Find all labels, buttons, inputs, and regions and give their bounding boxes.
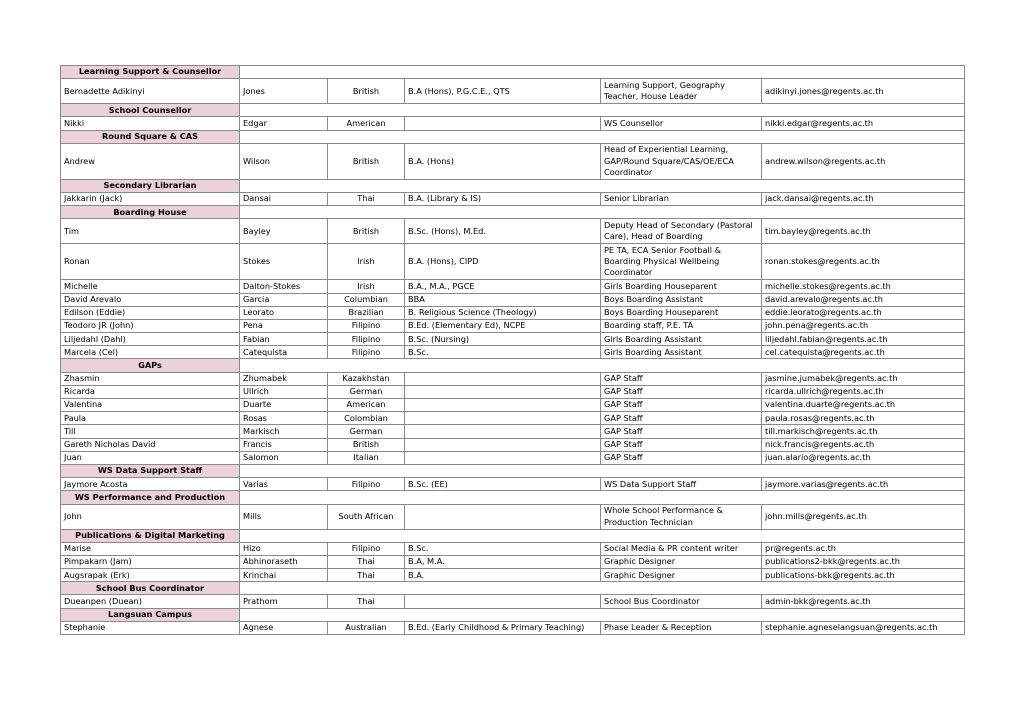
section-title: Langsuan Campus (61, 608, 240, 621)
email-cell: jasmine.jumabek@regents.ac.th (762, 372, 965, 385)
first-name-cell: Valentina (61, 399, 240, 412)
section-header-row (61, 608, 965, 621)
nationality-cell: American (328, 117, 405, 130)
section-empty-cell (240, 104, 965, 117)
last-name-cell: Ullrich (240, 385, 328, 398)
qualification-cell (405, 412, 601, 425)
first-name-cell: Marcela (Cel) (61, 346, 240, 359)
qualification-cell (405, 385, 601, 398)
first-name-cell: Jaymore Acosta (61, 478, 240, 491)
last-name-cell: Bayley (240, 219, 328, 244)
first-name-cell: Juan (61, 451, 240, 464)
first-name-cell: Nikki (61, 117, 240, 130)
nationality-cell: Italian (328, 451, 405, 464)
role-cell: Social Media & PR content writer (601, 542, 762, 555)
role-cell: Graphic Designer (601, 555, 762, 568)
section-empty-cell (240, 464, 965, 477)
first-name-cell: Ronan (61, 244, 240, 280)
email-cell: ricarda.ullrich@regents.ac.th (762, 385, 965, 398)
staff-row (61, 555, 965, 568)
section-empty-cell (240, 179, 965, 192)
role-cell: Boys Boarding Houseparent (601, 306, 762, 319)
section-empty-cell (240, 582, 965, 595)
staff-row (61, 219, 965, 244)
section-title: WS Data Support Staff (61, 464, 240, 477)
qualification-cell: B. Religious Science (Theology) (405, 306, 601, 319)
nationality-cell: Brazilian (328, 306, 405, 319)
nationality-cell: American (328, 399, 405, 412)
qualification-cell: B.Ed. (Elementary Ed), NCPE (405, 319, 601, 332)
role-cell: Boarding staff, P.E. TA (601, 319, 762, 332)
role-cell: GAP Staff (601, 372, 762, 385)
section-title: Secondary Librarian (61, 179, 240, 192)
last-name-cell: Dalton-Stokes (240, 280, 328, 293)
staff-row (61, 385, 965, 398)
nationality-cell: German (328, 385, 405, 398)
role-cell: Girls Boarding Assistant (601, 333, 762, 346)
section-header-row (61, 104, 965, 117)
first-name-cell: Stephanie (61, 621, 240, 634)
last-name-cell: Varias (240, 478, 328, 491)
last-name-cell: Krinchai (240, 569, 328, 582)
qualification-cell: B.A, M.A. (405, 555, 601, 568)
email-cell: cel.catequista@regents.ac.th (762, 346, 965, 359)
email-cell: publications2-bkk@regents.ac.th (762, 555, 965, 568)
last-name-cell: Catequista (240, 346, 328, 359)
section-empty-cell (240, 130, 965, 143)
email-cell: paula.rosas@regents.ac.th (762, 412, 965, 425)
section-empty-cell (240, 206, 965, 219)
last-name-cell: Dansai (240, 192, 328, 205)
staff-row (61, 192, 965, 205)
staff-row (61, 412, 965, 425)
staff-row (61, 333, 965, 346)
qualification-cell: B.A., M.A., PGCE (405, 280, 601, 293)
qualification-cell: B.Sc. (EE) (405, 478, 601, 491)
section-empty-cell (240, 529, 965, 542)
nationality-cell: Filipino (328, 478, 405, 491)
staff-row (61, 79, 965, 104)
first-name-cell: Augsrapak (Erk) (61, 569, 240, 582)
last-name-cell: Jones (240, 79, 328, 104)
nationality-cell: British (328, 219, 405, 244)
nationality-cell: Irish (328, 244, 405, 280)
nationality-cell: German (328, 425, 405, 438)
email-cell: stephanie.agneselangsuan@regents.ac.th (762, 621, 965, 634)
nationality-cell: Filipino (328, 346, 405, 359)
first-name-cell: Dueanpen (Duean) (61, 595, 240, 608)
qualification-cell (405, 504, 601, 529)
section-empty-cell (240, 66, 965, 79)
staff-row (61, 306, 965, 319)
email-cell: jaymore.varias@regents.ac.th (762, 478, 965, 491)
email-cell: valentina.duarte@regents.ac.th (762, 399, 965, 412)
last-name-cell: Zhumabek (240, 372, 328, 385)
staff-row (61, 346, 965, 359)
email-cell: eddie.leorato@regents.ac.th (762, 306, 965, 319)
staff-row (61, 280, 965, 293)
staff-row (61, 569, 965, 582)
email-cell: admin-bkk@regents.ac.th (762, 595, 965, 608)
nationality-cell: Filipino (328, 319, 405, 332)
staff-row (61, 293, 965, 306)
email-cell: david.arevalo@regents.ac.th (762, 293, 965, 306)
first-name-cell: Liljedahl (Dahl) (61, 333, 240, 346)
qualification-cell: BBA (405, 293, 601, 306)
email-cell: juan.alario@regents.ac.th (762, 451, 965, 464)
section-header-row (61, 206, 965, 219)
first-name-cell: Pimpakarn (Jam) (61, 555, 240, 568)
role-cell: GAP Staff (601, 425, 762, 438)
last-name-cell: Mills (240, 504, 328, 529)
first-name-cell: Till (61, 425, 240, 438)
qualification-cell: B.Sc. (405, 346, 601, 359)
role-cell: GAP Staff (601, 412, 762, 425)
nationality-cell: Thai (328, 569, 405, 582)
section-header-row (61, 359, 965, 372)
email-cell: till.markisch@regents.ac.th (762, 425, 965, 438)
role-cell: Boys Boarding Assistant (601, 293, 762, 306)
email-cell: john.pena@regents.ac.th (762, 319, 965, 332)
email-cell: jack.dansai@regents.ac.th (762, 192, 965, 205)
first-name-cell: Marise (61, 542, 240, 555)
staff-row (61, 372, 965, 385)
last-name-cell: Francis (240, 438, 328, 451)
last-name-cell: Pena (240, 319, 328, 332)
first-name-cell: John (61, 504, 240, 529)
staff-row (61, 478, 965, 491)
qualification-cell: B.A. (Hons) (405, 143, 601, 179)
staff-row (61, 399, 965, 412)
role-cell: GAP Staff (601, 399, 762, 412)
role-cell: Head of Experiential Learning, GAP/Round Square/CAS/OE/ECA Coordinator (601, 143, 762, 179)
email-cell: liljedahl.fabian@regents.ac.th (762, 333, 965, 346)
role-cell: School Bus Coordinator (601, 595, 762, 608)
qualification-cell: B.A. (Library & IS) (405, 192, 601, 205)
nationality-cell: British (328, 143, 405, 179)
staff-row (61, 438, 965, 451)
first-name-cell: Paula (61, 412, 240, 425)
role-cell: Deputy Head of Secondary (Pastoral Care), Head of Boarding (601, 219, 762, 244)
staff-directory-table (60, 65, 965, 635)
qualification-cell (405, 399, 601, 412)
qualification-cell (405, 438, 601, 451)
nationality-cell: Columbian (328, 293, 405, 306)
nationality-cell: Australian (328, 621, 405, 634)
nationality-cell: Irish (328, 280, 405, 293)
last-name-cell: Markisch (240, 425, 328, 438)
role-cell: Senior Librarian (601, 192, 762, 205)
nationality-cell: South African (328, 504, 405, 529)
first-name-cell: Gareth Nicholas David (61, 438, 240, 451)
email-cell: michelle.stokes@regents.ac.th (762, 280, 965, 293)
nationality-cell: Filipino (328, 542, 405, 555)
section-title: Boarding House (61, 206, 240, 219)
qualification-cell (405, 372, 601, 385)
first-name-cell: Bernadette Adikinyi (61, 79, 240, 104)
qualification-cell: B.A. (405, 569, 601, 582)
email-cell: publications-bkk@regents.ac.th (762, 569, 965, 582)
section-title: Publications & Digital Marketing (61, 529, 240, 542)
staff-row (61, 451, 965, 464)
staff-row (61, 425, 965, 438)
section-header-row (61, 179, 965, 192)
nationality-cell: Thai (328, 555, 405, 568)
staff-row (61, 143, 965, 179)
role-cell: GAP Staff (601, 438, 762, 451)
email-cell: john.mills@regents.ac.th (762, 504, 965, 529)
qualification-cell: B.Sc. (405, 542, 601, 555)
role-cell: GAP Staff (601, 385, 762, 398)
email-cell: pr@regents.ac.th (762, 542, 965, 555)
role-cell: GAP Staff (601, 451, 762, 464)
section-empty-cell (240, 491, 965, 504)
staff-row (61, 542, 965, 555)
section-empty-cell (240, 359, 965, 372)
last-name-cell: Garcia (240, 293, 328, 306)
role-cell: Whole School Performance & Production Technician (601, 504, 762, 529)
email-cell: tim.bayley@regents.ac.th (762, 219, 965, 244)
last-name-cell: Duarte (240, 399, 328, 412)
first-name-cell: Jakkarin (Jack) (61, 192, 240, 205)
section-title: Round Square & CAS (61, 130, 240, 143)
role-cell: Girls Boarding Assistant (601, 346, 762, 359)
last-name-cell: Leorato (240, 306, 328, 319)
qualification-cell: B.Ed. (Early Childhood & Primary Teaching) (405, 621, 601, 634)
staff-row (61, 117, 965, 130)
nationality-cell: British (328, 438, 405, 451)
last-name-cell: Hizo (240, 542, 328, 555)
section-header-row (61, 130, 965, 143)
nationality-cell: Thai (328, 595, 405, 608)
staff-row (61, 621, 965, 634)
role-cell: Phase Leader & Reception (601, 621, 762, 634)
qualification-cell: B.Sc. (Nursing) (405, 333, 601, 346)
first-name-cell: Zhasmin (61, 372, 240, 385)
email-cell: adikinyi.jones@regents.ac.th (762, 79, 965, 104)
email-cell: nick.francis@regents.ac.th (762, 438, 965, 451)
first-name-cell: Edilson (Eddie) (61, 306, 240, 319)
section-header-row (61, 582, 965, 595)
qualification-cell: B.A (Hons), P.G.C.E., QTS (405, 79, 601, 104)
section-title: School Bus Coordinator (61, 582, 240, 595)
nationality-cell: Kazakhstan (328, 372, 405, 385)
staff-row (61, 595, 965, 608)
section-title: School Counsellor (61, 104, 240, 117)
role-cell: WS Counsellor (601, 117, 762, 130)
last-name-cell: Salomon (240, 451, 328, 464)
qualification-cell (405, 425, 601, 438)
section-title: WS Performance and Production (61, 491, 240, 504)
staff-row (61, 244, 965, 280)
staff-row (61, 319, 965, 332)
last-name-cell: Stokes (240, 244, 328, 280)
staff-directory-body (61, 66, 965, 635)
section-header-row (61, 66, 965, 79)
first-name-cell: Andrew (61, 143, 240, 179)
role-cell: Learning Support, Geography Teacher, House Leader (601, 79, 762, 104)
role-cell: Graphic Designer (601, 569, 762, 582)
qualification-cell: B.A. (Hons), CIPD (405, 244, 601, 280)
last-name-cell: Rosas (240, 412, 328, 425)
section-title: Learning Support & Counsellor (61, 66, 240, 79)
staff-row (61, 504, 965, 529)
last-name-cell: Abhinoraseth (240, 555, 328, 568)
last-name-cell: Agnese (240, 621, 328, 634)
nationality-cell: Colombian (328, 412, 405, 425)
role-cell: WS Data Support Staff (601, 478, 762, 491)
qualification-cell (405, 595, 601, 608)
section-title: GAPs (61, 359, 240, 372)
first-name-cell: Teodoro JR (John) (61, 319, 240, 332)
role-cell: Girls Boarding Houseparent (601, 280, 762, 293)
last-name-cell: Edgar (240, 117, 328, 130)
first-name-cell: David Arevalo (61, 293, 240, 306)
last-name-cell: Wilson (240, 143, 328, 179)
section-header-row (61, 491, 965, 504)
qualification-cell (405, 117, 601, 130)
last-name-cell: Prathom (240, 595, 328, 608)
section-empty-cell (240, 608, 965, 621)
first-name-cell: Michelle (61, 280, 240, 293)
first-name-cell: Tim (61, 219, 240, 244)
email-cell: ronan.stokes@regents.ac.th (762, 244, 965, 280)
nationality-cell: British (328, 79, 405, 104)
qualification-cell: B.Sc. (Hons), M.Ed. (405, 219, 601, 244)
first-name-cell: Ricarda (61, 385, 240, 398)
email-cell: andrew.wilson@regents.ac.th (762, 143, 965, 179)
section-header-row (61, 464, 965, 477)
role-cell: PE TA, ECA Senior Football & Boarding Physical Wellbeing Coordinator (601, 244, 762, 280)
section-header-row (61, 529, 965, 542)
email-cell: nikki.edgar@regents.ac.th (762, 117, 965, 130)
last-name-cell: Fabian (240, 333, 328, 346)
nationality-cell: Filipino (328, 333, 405, 346)
qualification-cell (405, 451, 601, 464)
nationality-cell: Thai (328, 192, 405, 205)
